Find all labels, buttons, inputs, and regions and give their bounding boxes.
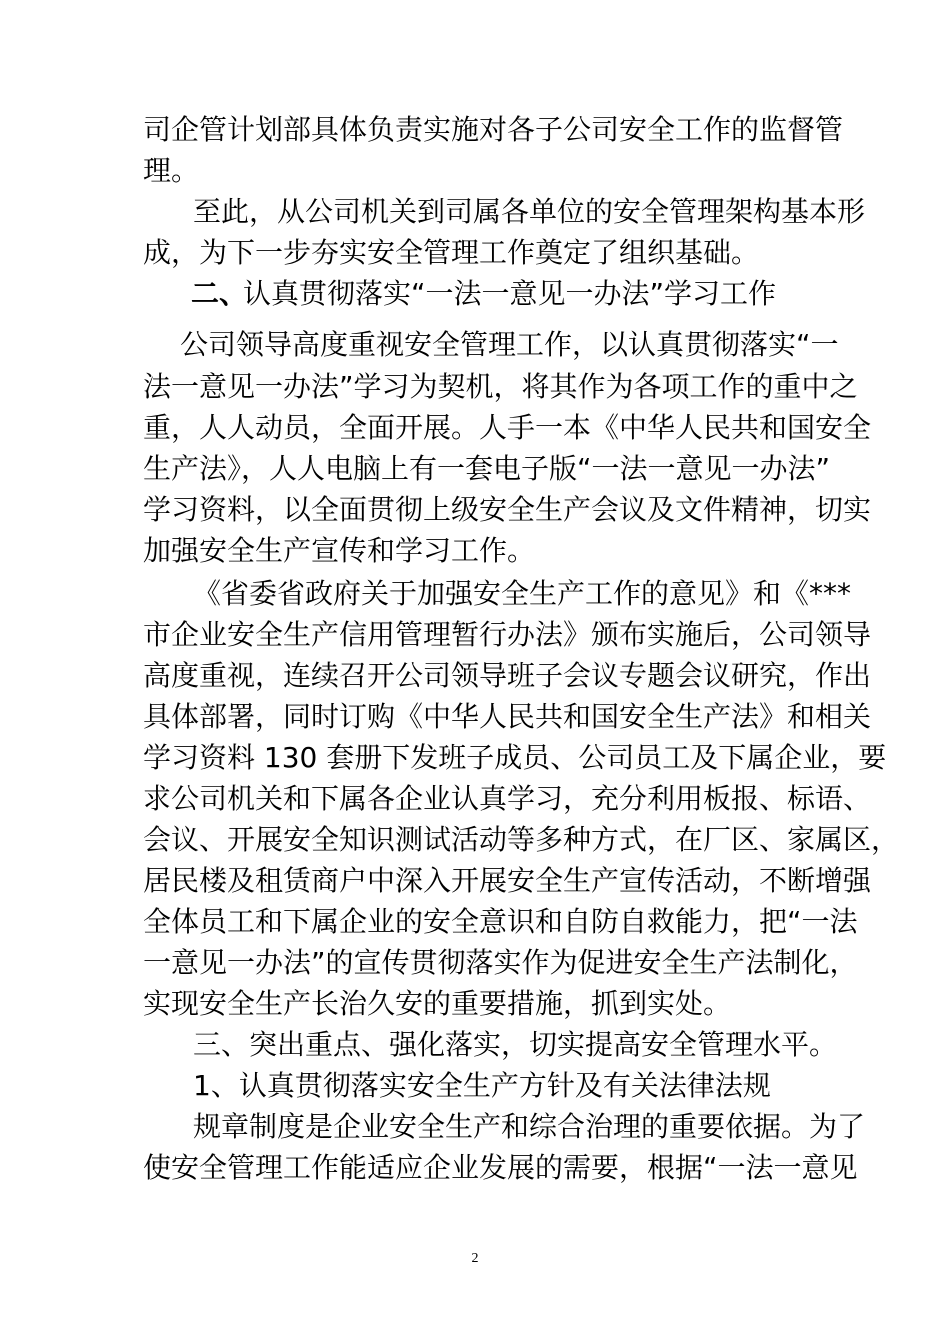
subsection-heading: 1、认真贯彻落实安全生产方针及有关法律法规	[193, 1069, 771, 1102]
text-line: 法一意见一办法”学习为契机，将其作为各项工作的重中之	[143, 370, 858, 403]
text-line: 一意见一办法”的宣传贯彻落实作为促进安全生产法制化，	[143, 946, 858, 979]
text-line: 具体部署，同时订购《中华人民共和国安全生产法》和相关	[143, 700, 872, 733]
section-heading: 认真贯彻落实“一法一意见一办法”学习工作	[243, 277, 777, 310]
text-line: 学习资料 130 套册下发班子成员、公司员工及下属企业，要	[143, 741, 887, 774]
text-line: 生产法》，人人电脑上有一套电子版“一法一意见一办法”	[143, 452, 831, 485]
text-line: 求公司机关和下属各企业认真学习，充分利用板报、标语、	[143, 782, 872, 815]
section-heading-number: 二、	[191, 277, 248, 310]
text-line: 实现安全生产长治久安的重要措施，抓到实处。	[143, 987, 732, 1020]
text-line: 成，为下一步夯实安全管理工作奠定了组织基础。	[143, 236, 760, 269]
text-line: 公司领导高度重视安全管理工作，以认真贯彻落实“一	[180, 328, 839, 361]
text-line: 重，人人动员，全面开展。人手一本《中华人民共和国安全	[143, 411, 872, 444]
text-line: 居民楼及租赁商户中深入开展安全生产宣传活动，不断增强	[143, 864, 872, 897]
text-line: 会议、开展安全知识测试活动等多种方式，在厂区、家属区，	[143, 823, 900, 856]
text-line: 加强安全生产宣传和学习工作。	[143, 534, 536, 567]
text-line: 理。	[143, 154, 200, 187]
text-line: 司企管计划部具体负责实施对各子公司安全工作的监督管	[143, 113, 844, 146]
page-number: 2	[471, 1251, 479, 1266]
text-line: 使安全管理工作能适应企业发展的需要，根据“一法一意见	[143, 1151, 858, 1184]
text-line: 市企业安全生产信用管理暂行办法》颁布实施后，公司领导	[143, 618, 872, 651]
text-line: 《省委省政府关于加强安全生产工作的意见》和《***	[193, 577, 852, 610]
text-line: 高度重视，连续召开公司领导班子会议专题会议研究，作出	[143, 659, 872, 692]
text-line: 至此，从公司机关到司属各单位的安全管理架构基本形	[193, 195, 866, 228]
text-line: 规章制度是企业安全生产和综合治理的重要依据。为了	[193, 1110, 866, 1143]
text-line: 全体员工和下属企业的安全意识和自防自救能力，把“一法	[143, 905, 858, 938]
section-heading: 三、突出重点、强化落实，切实提高安全管理水平。	[193, 1028, 838, 1061]
text-line: 学习资料，以全面贯彻上级安全生产会议及文件精神，切实	[143, 493, 872, 526]
